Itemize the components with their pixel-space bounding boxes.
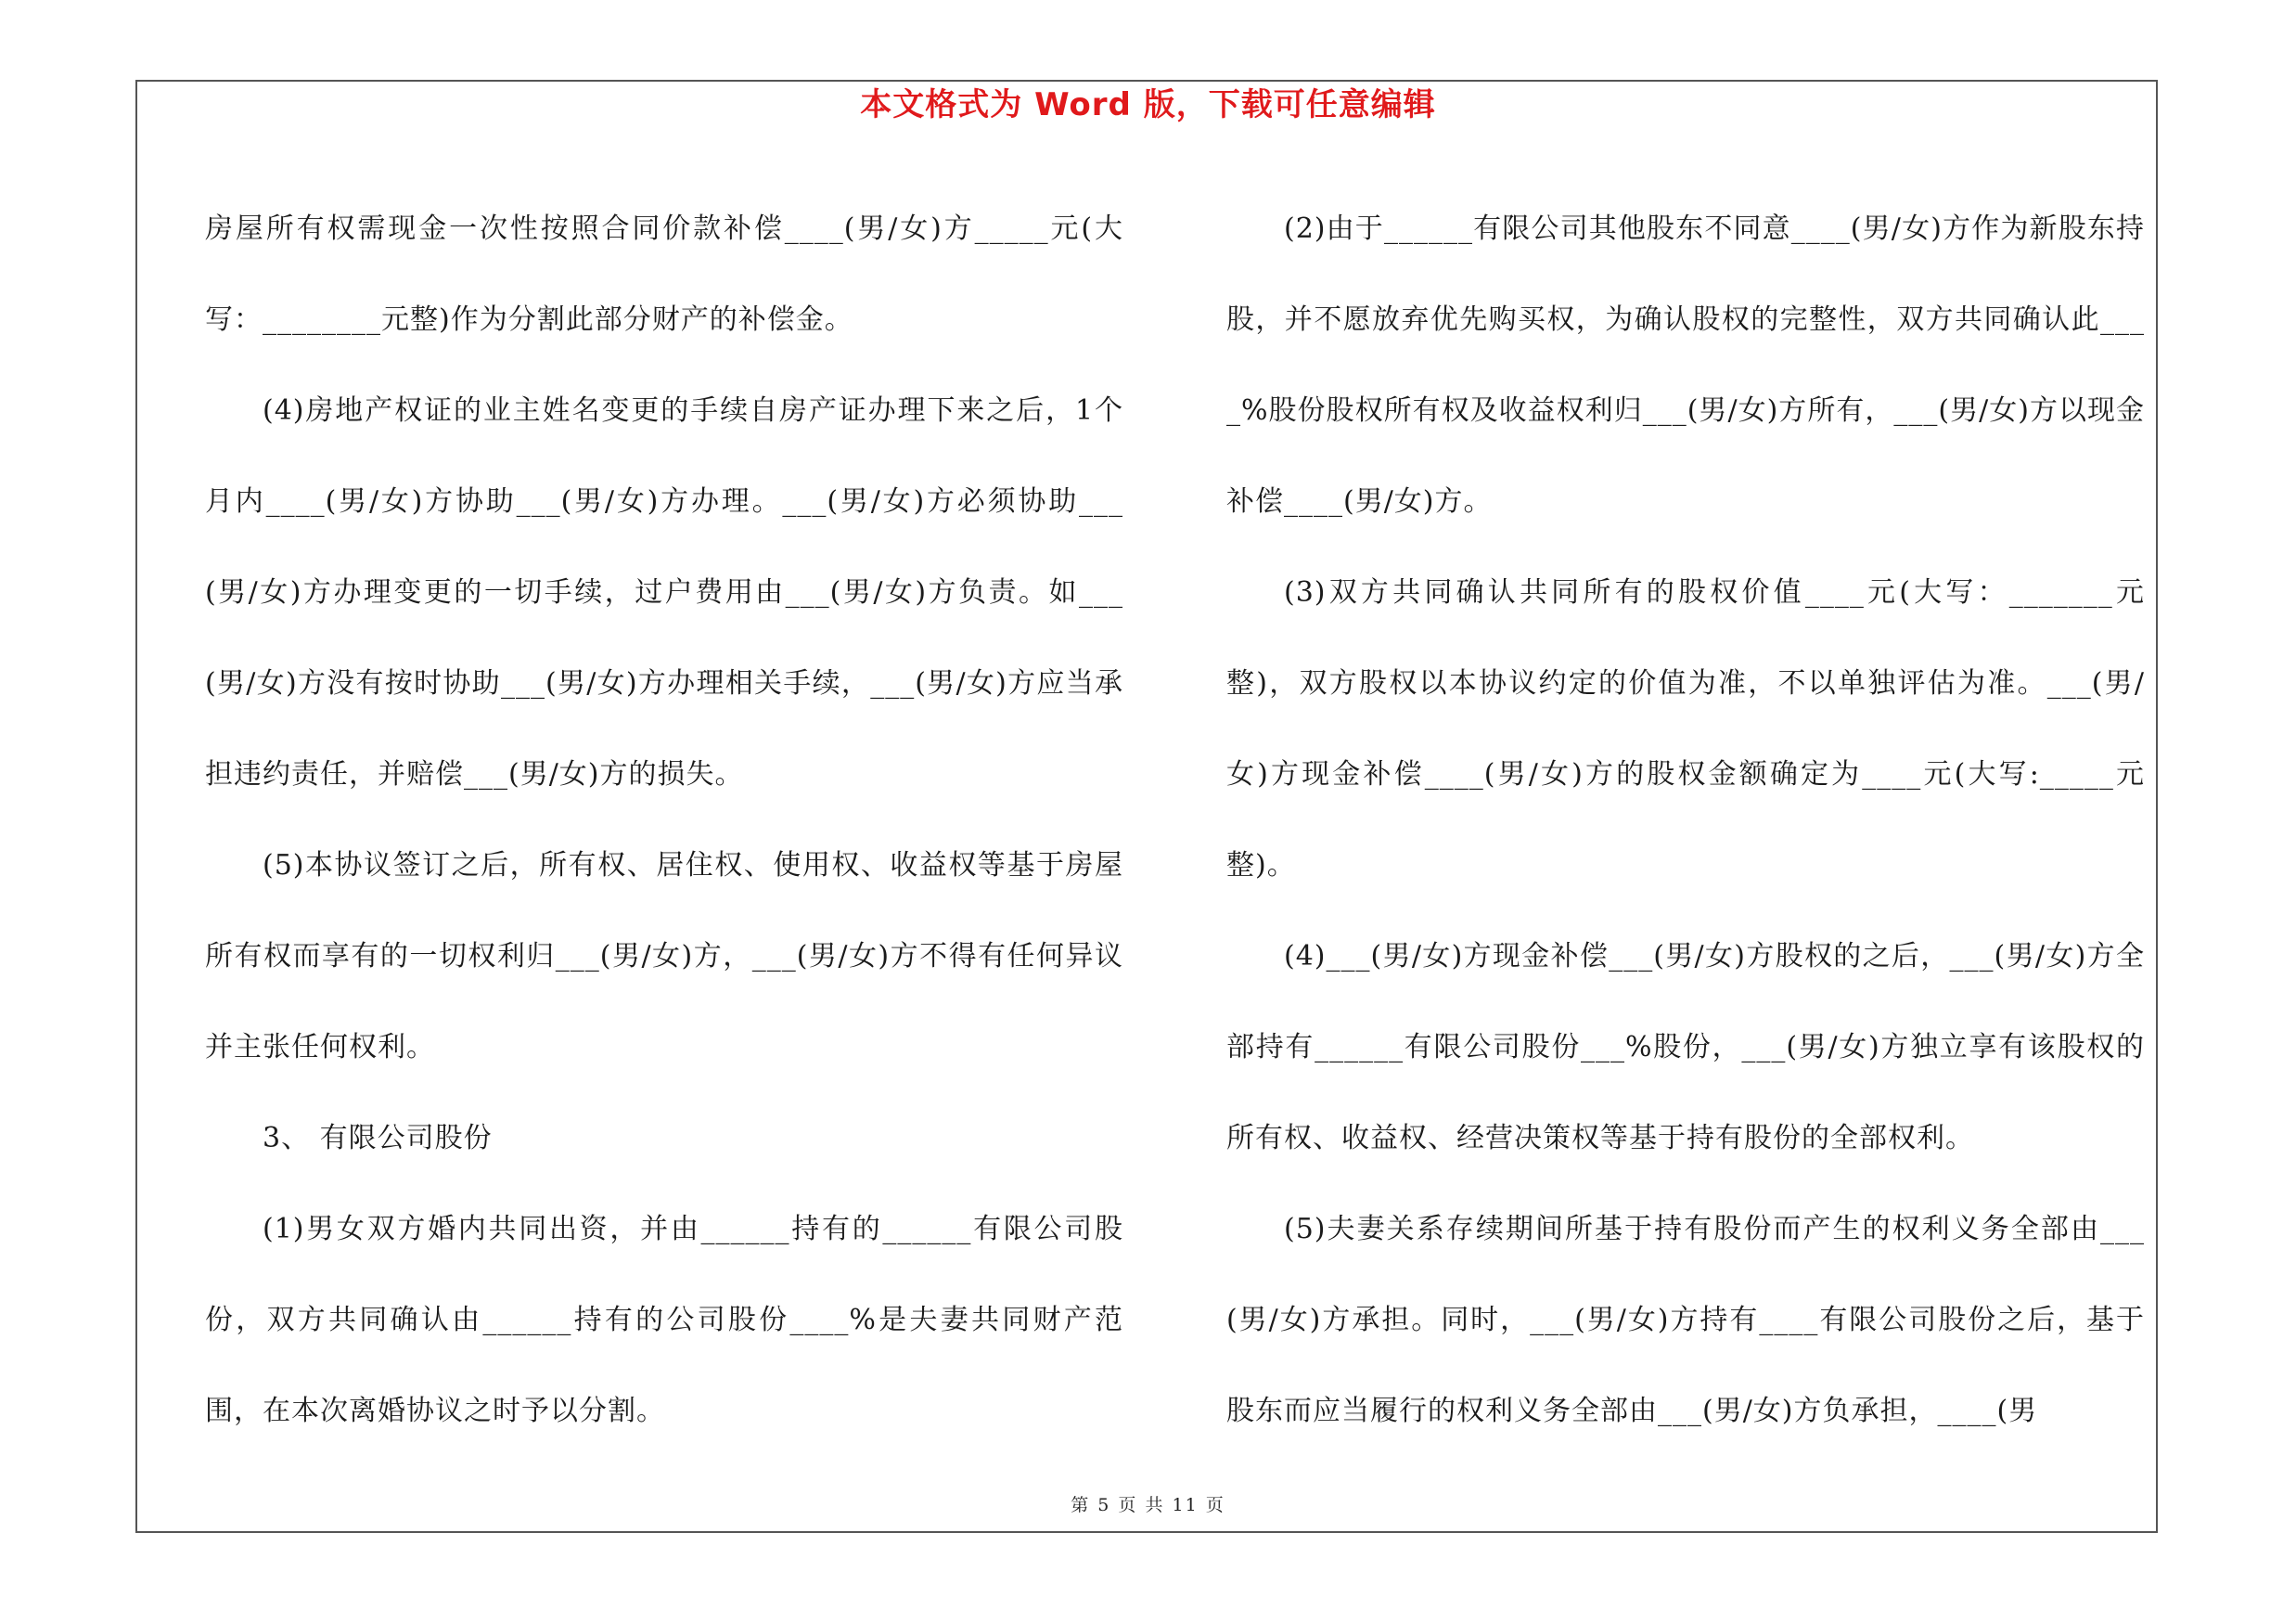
right-column — [1226, 184, 2145, 1457]
paragraph: (1)男女双方婚内共同出资，并由______持有的______有限公司股份，双方共同确认由______持有的公司股份____%是夫妻共同财产范围，在本次离婚协议之时予以分割。 — [205, 1213, 1123, 1427]
section-heading: 3、 有限公司股份 — [263, 1122, 493, 1154]
paragraph: (4)房地产权证的业主姓名变更的手续自房产证办理下来之后，1个月内____(男/女)方协助___(男/女)方办理。___(男/女)方必须协助___(男/女)方办理变更的一切手续，过户费用由___(男/女)方负责。如___(男/女)方没有按时协助___(男/女)方办理相关手续，___(男/女)方应当承担违约责任，并赔偿___(男/女)方的损失。 — [205, 394, 1123, 791]
paragraph: 房屋所有权需现金一次性按照合同价款补偿____(男/女)方_____元(大写：________元整)作为分割此部分财产的补偿金。 — [205, 213, 1123, 336]
paragraph: (5)夫妻关系存续期间所基于持有股份而产生的权利义务全部由___(男/女)方承担。同时，___(男/女)方持有____有限公司股份之后，基于股东而应当履行的权利义务全部由___(男/女)方负承担，____(男 — [1226, 1213, 2145, 1427]
page-number-footer: 第 5 页 共 11 页 — [1071, 1495, 1225, 1515]
paragraph: (3)双方共同确认共同所有的股权价值____元(大写：_______元整)，双方股权以本协议约定的价值为准，不以单独评估为准。___(男/女)方现金补偿____(男/女)方的股权金额确定为____元(大写:_____元整)。 — [1226, 576, 2145, 882]
paragraph: (4)___(男/女)方现金补偿___(男/女)方股权的之后，___(男/女)方全部持有______有限公司股份___%股份，___(男/女)方独立享有该股权的所有权、收益权、经营决策权等基于持有股份的全部权利。 — [1226, 940, 2145, 1154]
paragraph: (5)本协议签订之后，所有权、居住权、使用权、收益权等基于房屋所有权而享有的一切权利归___(男/女)方，___(男/女)方不得有任何异议并主张任何权利。 — [205, 849, 1123, 1063]
word-format-banner: 本文格式为 Word 版，下载可任意编辑 — [860, 86, 1436, 123]
paragraph: (2)由于______有限公司其他股东不同意____(男/女)方作为新股东持股，并不愿放弃优先购买权，为确认股权的完整性，双方共同确认此____%股份股权所有权及收益权利归___(男/女)方所有，___(男/女)方以现金补偿____(男/女)方。 — [1226, 213, 2145, 518]
left-column — [205, 184, 1123, 1457]
